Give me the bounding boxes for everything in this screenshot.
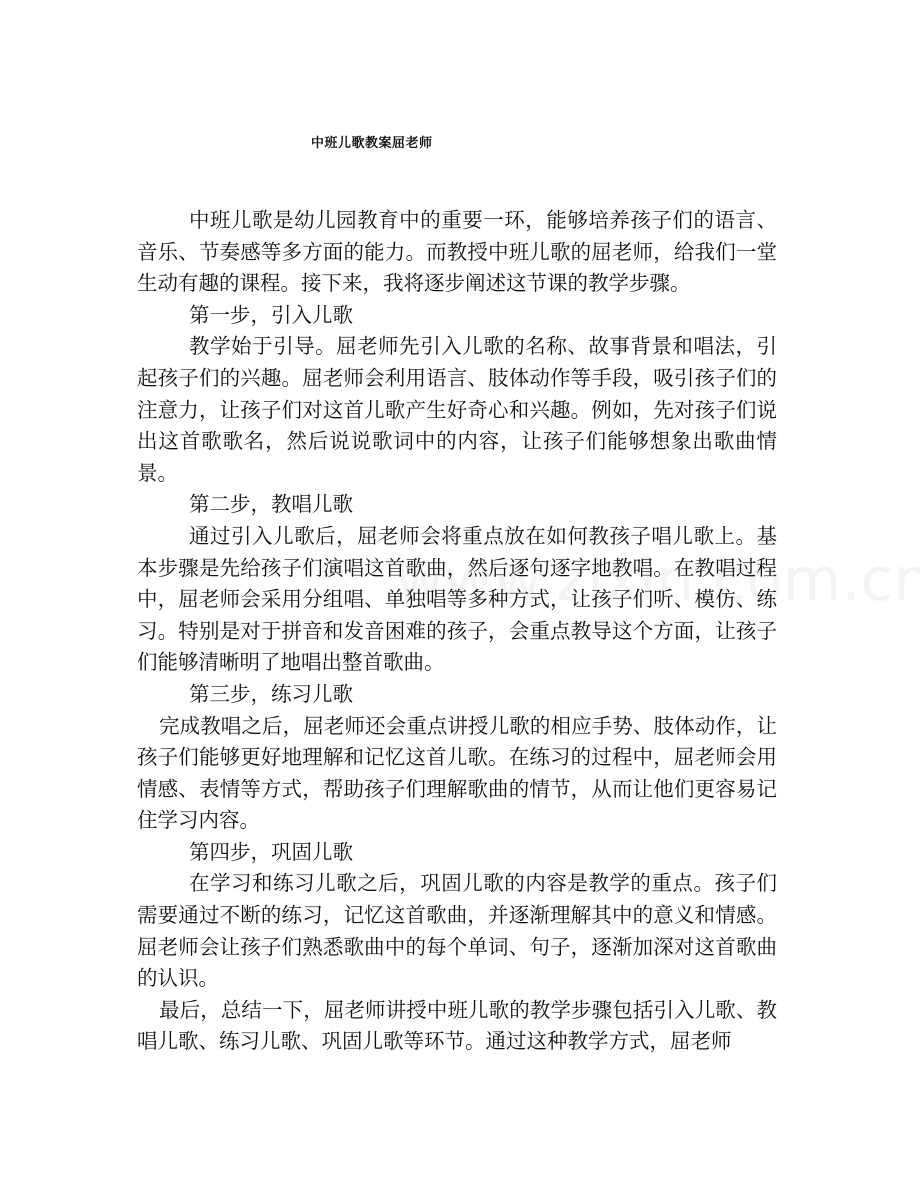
step-1-heading: 第一步，引入儿歌 [189,302,353,327]
step-2-heading: 第二步，教唱儿歌 [189,492,353,517]
step-3-heading: 第三步，练习儿歌 [189,681,353,706]
document-body [137,205,777,1058]
conclusion-paragraph: 最后，总结一下，屈老师讲授中班儿歌的教学步骤包括引入儿歌、教唱儿歌、练习儿歌、巩固儿歌等环节。通过这种教学方式，屈老师 [137,997,777,1054]
step-4-paragraph: 在学习和练习儿歌之后，巩固儿歌的内容是教学的重点。孩子们需要通过不断的练习，记忆这首歌曲，并逐渐理解其中的意义和情感。屈老师会让孩子们熟悉歌曲中的每个单词、句子，逐渐加深对这首歌曲的认识。 [137,871,777,991]
page-title: 中班儿歌教案屈老师 [311,136,433,151]
step-3-paragraph: 完成教唱之后，屈老师还会重点讲授儿歌的相应手势、肢体动作，让孩子们能够更好地理解和记忆这首儿歌。在练习的过程中，屈老师会用情感、表情等方式，帮助孩子们理解歌曲的情节，从而让他们更容易记住学习内容。 [137,713,777,833]
intro-paragraph: 中班儿歌是幼儿园教育中的重要一环，能够培养孩子们的语言、音乐、节奏感等多方面的能力。而教授中班儿歌的屈老师，给我们一堂生动有趣的课程。接下来，我将逐步阐述这节课的教学步骤。 [137,208,777,296]
step-1-paragraph: 教学始于引导。屈老师先引入儿歌的名称、故事背景和唱法，引起孩子们的兴趣。屈老师会利用语言、肢体动作等手段，吸引孩子们的注意力，让孩子们对这首儿歌产生好奇心和兴趣。例如，先对孩子们说出这首歌歌名，然后说说歌词中的内容，让孩子们能够想象出歌曲情景。 [137,334,777,485]
step-4-heading: 第四步，巩固儿歌 [189,839,353,864]
step-2-paragraph: 通过引入儿歌后，屈老师会将重点放在如何教孩子唱儿歌上。基本步骤是先给孩子们演唱这首歌曲，然后逐句逐字地教唱。在教唱过程中，屈老师会采用分组唱、单独唱等多种方式，让孩子们听、模仿、练习。特别是对于拼音和发音困难的孩子，会重点教导这个方面，让孩子们能够清晰明了地唱出整首歌曲。 [137,523,777,675]
